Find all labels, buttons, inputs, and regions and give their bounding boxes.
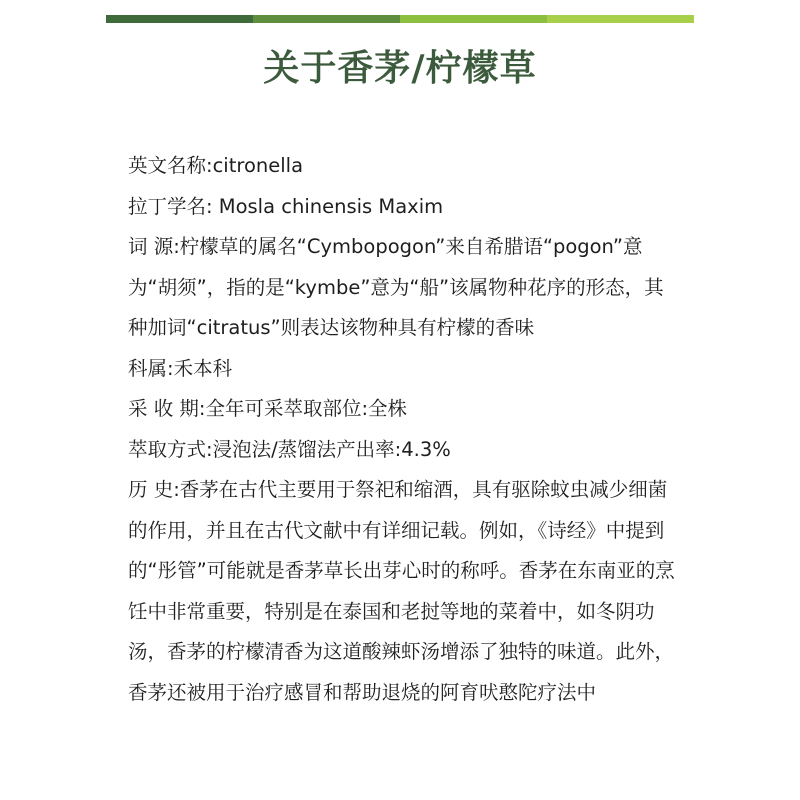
english-name-line: 英文名称:citronella xyxy=(128,154,304,177)
accent-bar-segment xyxy=(253,15,400,23)
accent-bar-segment xyxy=(106,15,253,23)
header-accent-bar xyxy=(106,15,694,23)
info-body xyxy=(128,146,676,713)
accent-bar-segment xyxy=(400,15,547,23)
harvest-line: 采 收 期:全年可采萃取部位:全株 xyxy=(128,397,408,420)
accent-bar-segment xyxy=(547,15,694,23)
page-title: 关于香茅/柠檬草 xyxy=(263,48,537,89)
extraction-line: 萃取方式:浸泡法/蒸馏法产出率:4.3% xyxy=(128,437,451,461)
latin-name-line: 拉丁学名: Mosla chinensis Maxim xyxy=(128,194,444,218)
history-paragraph: 历 史:香茅在古代主要用于祭祀和缩酒，具有驱除蚊虫减少细菌的作用，并且在古代文献中有详细记载。例如，《诗经》中提到的“彤管”可能就是香茅草长出芽心时的称呼。香茅在东南亚的烹饪中非常重要，特别是在泰国和老挝等地的菜着中，如冬阴功汤，香茅的柠檬清香为这道酸辣虾汤增添了独特的味道。此外，香茅还被用于治疗感冒和帮助退烧的阿育吠憨陀疗法中 xyxy=(128,478,675,704)
family-line: 科属:禾本科 xyxy=(128,356,233,380)
etymology-paragraph: 词 源:柠檬草的属名“Cymbopogon”来自希腊语“pogon”意为“胡须”，指的是“kymbe”意为“船”该属物种花序的形态，其种加词“citratus”则表达该物种具有柠檬的香味 xyxy=(128,235,664,339)
